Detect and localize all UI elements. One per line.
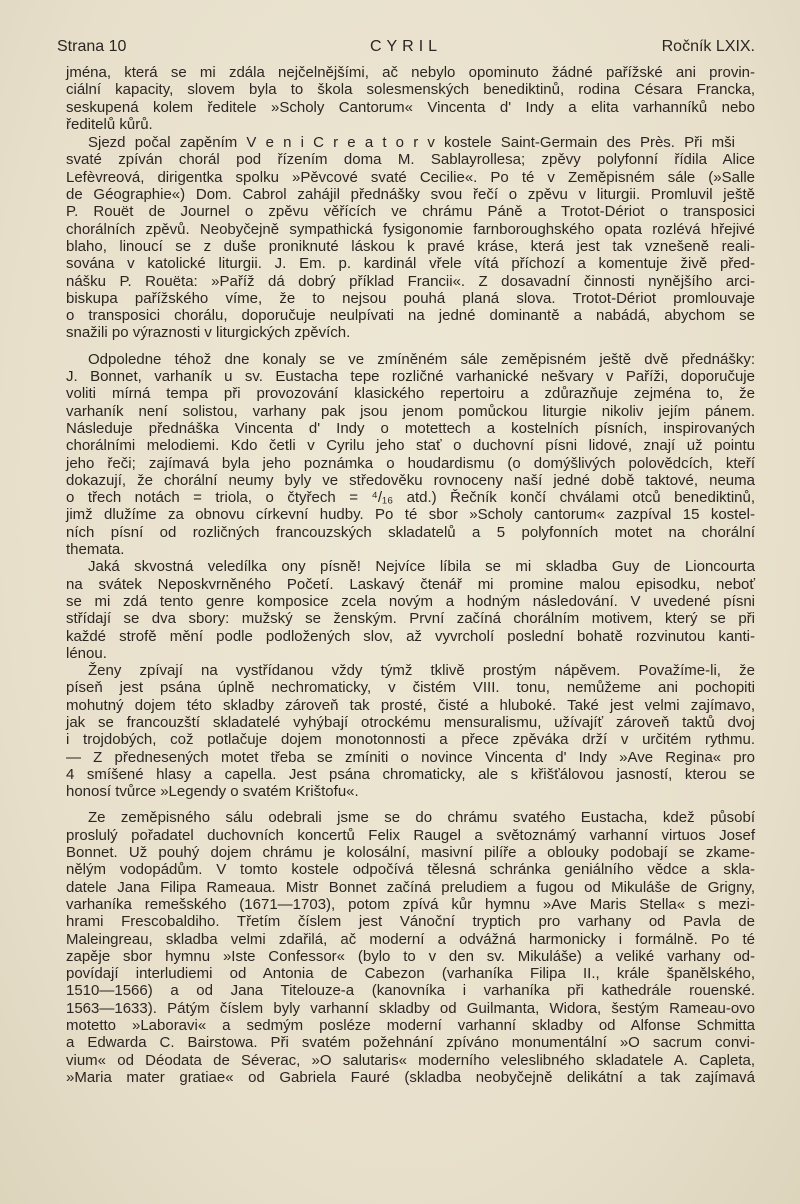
text-line-content: sována v katolické liturgii. J. Em. p. kardinál vřele vítá příchozí a komentuje živě před- bbox=[66, 255, 755, 273]
text-line bbox=[66, 221, 755, 238]
text-line bbox=[66, 982, 755, 999]
text-line-content: jména, která se mi zdála nejčelnějšími, ač nebylo opominuto žádné pařížské ani provin- bbox=[66, 64, 755, 81]
text-line bbox=[66, 731, 755, 748]
text-line-content: honosí tvůrce »Legendy o svatém Krištofu«. bbox=[66, 783, 359, 801]
text-line-content: chorálními melodiemi. Kdo četli v Cyrilu jeho stať o duchovní písni lidové, znají už pointu bbox=[66, 437, 755, 455]
text-line bbox=[66, 99, 755, 116]
paragraph bbox=[66, 134, 755, 342]
text-line bbox=[66, 116, 755, 133]
text-line bbox=[66, 186, 755, 203]
text-line bbox=[66, 1017, 755, 1034]
text-line bbox=[66, 879, 755, 896]
text-line bbox=[66, 238, 755, 255]
text-line bbox=[66, 1052, 755, 1069]
text-line bbox=[66, 896, 755, 913]
text-line-content: P. Rouët de Journel o zpěvu věřících ve chrámu Páně a Trotot-Dériot o transposici bbox=[66, 203, 755, 221]
text-line bbox=[66, 169, 755, 186]
text-line bbox=[66, 1034, 755, 1051]
text-line-content: vium« od Déodata de Séverac, »O salutaris« moderního veleslibného skladatele A. Capleta, bbox=[66, 1051, 755, 1069]
text-line bbox=[66, 541, 755, 558]
page-number: Strana 10 bbox=[57, 38, 127, 55]
text-line bbox=[66, 203, 755, 220]
text-line bbox=[66, 766, 755, 783]
text-line bbox=[66, 489, 755, 506]
text-line-content: proslulý pořadatel duchovních koncertů Felix Raugel a světoznámý varhanní virtuos Josef bbox=[66, 826, 755, 844]
text-line-content: 1563—1633). Pátým číslem byly varhanní skladby od Guilmanta, Widora, šestým Rameau-ovo bbox=[66, 999, 755, 1017]
text-line bbox=[66, 351, 755, 368]
text-line-content: ciální kapacity, slovem byla to škola solesmenských benediktinů, rodina Césara Francka, bbox=[66, 81, 755, 99]
text-line-content: jeho řeči; zajímavá byla jeho poznámka o houdardismu (o domýšlivých polovědcích, kteří bbox=[66, 454, 755, 472]
text-line-content: varhaník není solistou, varhany pak jsou jenom pomůckou liturgie nikoliv jejím pánem. bbox=[66, 402, 755, 420]
text-line bbox=[66, 368, 755, 385]
text-line bbox=[66, 576, 755, 593]
text-line-content: ních písní od rozličných francouzských skladatelů a 5 polyfonních motet na chorální bbox=[66, 523, 755, 541]
text-line bbox=[66, 645, 755, 662]
text-line-content: zapěje sbor hymnu »Iste Confessor« (bylo to v den sv. Mikuláše) a veliké varhany od- bbox=[66, 947, 755, 965]
text-line bbox=[66, 558, 755, 575]
text-line-content: — Z přednesených motet třeba se zmíniti o novince Vincenta d' Indy »Ave Regina« pro bbox=[66, 748, 755, 766]
paragraph bbox=[66, 809, 755, 1086]
journal-title: CYRIL bbox=[369, 38, 443, 55]
text-line-content: themata. bbox=[66, 541, 125, 559]
text-line-content: a Edwarda C. Bairstowa. Při svatém požehnání zpíváno monumentální »O sacrum convi- bbox=[66, 1034, 755, 1052]
text-line-content: o třech notách = triola, o čtyřech = ⁴/₁₆ atd.) Řečník končí chválami otců benediktinů, bbox=[66, 489, 755, 507]
text-line bbox=[66, 913, 755, 930]
text-line-content: Bonnet. Už pouhý dojem chrámu je kolosální, masivní pilíře a oblouky podobají se zkame- bbox=[66, 844, 755, 862]
text-line bbox=[66, 861, 755, 878]
text-line-content: datele Jana Filipa Rameaua. Mistr Bonnet začíná preludiem a fugou od Mikuláše de Grigny, bbox=[66, 878, 755, 896]
text-line-content: Lefèvreová, dirigentka spolku »Pěvcové svaté Cecilie«. Po té v Zeměpisném sále (»Salle bbox=[66, 168, 755, 186]
text-line bbox=[66, 610, 755, 627]
text-line-content: voliti mírná tempa při provozování klasického repertoiru a zdůrazňuje zejména to, že bbox=[66, 385, 755, 403]
text-line-content: každé strofě mění podle podložených slov, až vyvrcholí poslední bohatě rozvinutou kanti- bbox=[66, 627, 755, 645]
text-line bbox=[66, 783, 755, 800]
text-line-content: 1510—1566) a od Jana Titelouze-a (kanovníka i varhaníka při kathedrále rouenské. bbox=[66, 982, 755, 1000]
text-line-content: svaté zpíván chorál pod řízením doma M. Sablayrollesa; zpěvy polyfonní řídila Alice bbox=[66, 151, 755, 169]
text-line bbox=[66, 827, 755, 844]
text-line-content: střídají se dva sbory: mužský se ženským. První začíná chorálním motivem, který se při bbox=[66, 610, 755, 628]
text-line bbox=[66, 809, 755, 826]
page-header bbox=[57, 38, 755, 58]
text-line-content: i trojdobých, což potlačuje dojem monotonnosti a přece zpěváka drží v určitém rythmu. bbox=[66, 731, 755, 749]
text-line-content: Maleingreau, skladba velmi zdařilá, ač moderní a odvážná harmonicky i formálně. Po té bbox=[66, 930, 755, 948]
text-line bbox=[66, 931, 755, 948]
text-line-content: jimž dlužíme za obnovu církevní hudby. Po té sbor »Scholy cantorum« zazpíval 15 kostel- bbox=[66, 506, 755, 524]
text-line-content: jak se francouzští skladatelé vyhýbají otrockému mensuralismu, užívajíť zároveň taktů dvoj bbox=[66, 713, 755, 731]
paragraph bbox=[66, 662, 755, 800]
text-line-content: Jaká skvostná veledílka ony písně! Nejvíce líbila se mi skladba Guy de Lioncourta bbox=[88, 558, 755, 576]
text-line-content: nělým vodopádům. V tomto kostele odpočívá tělesná schránka geniálního vědce a skla- bbox=[66, 861, 755, 879]
text-line bbox=[66, 81, 755, 98]
text-line-content: dokazují, že chorální neumy byly ve středověku rovnoceny naší jedné době taktové, neuma bbox=[66, 471, 755, 489]
text-line bbox=[66, 273, 755, 290]
text-line-content: píseň jest psána úplně nechromaticky, v čistém VIII. tonu, nemůžeme ani pochopiti bbox=[66, 679, 755, 697]
text-line bbox=[66, 1000, 755, 1017]
text-line-content: Sjezd počal zapěním V e n i C r e a t o r v kostele Saint-Germain des Près. Při mši bbox=[88, 134, 735, 152]
text-line-content: J. Bonnet, varhaník u sv. Eustacha tepe rozličné varhanické nešvary v Paříži, doporučuje bbox=[66, 368, 755, 386]
text-line-content: hrami Frescobaldiho. Třetím číslem jest Vánoční tryptich pro varhany od Pavla de bbox=[66, 913, 755, 931]
text-line bbox=[66, 628, 755, 645]
text-line bbox=[66, 506, 755, 523]
paragraph bbox=[66, 558, 755, 662]
text-line bbox=[66, 134, 755, 151]
text-line bbox=[66, 472, 755, 489]
text-line-content: 4 smíšené hlasy a capella. Jest psána chromaticky, ale s křišťálovou jasností, kterou se bbox=[66, 765, 755, 783]
text-line-content: chorálních zpěvů. Neobyčejně sympathická fysigonomie farnboroughského opata rozlévá hřejivé bbox=[66, 220, 755, 238]
text-line bbox=[66, 403, 755, 420]
text-line bbox=[66, 324, 755, 341]
text-line bbox=[66, 749, 755, 766]
volume-label: Ročník LXIX. bbox=[661, 38, 755, 55]
text-line bbox=[66, 290, 755, 307]
text-line bbox=[66, 697, 755, 714]
text-line-content: o transposici chorálu, doporučuje neulpívati na jedné dominantě a nabádá, abychom se bbox=[66, 307, 755, 325]
text-line-content: motetto »Laboravi« a sedmým posléze moderní varhanní skladby od Alfonse Schmitta bbox=[66, 1017, 755, 1035]
text-line-content: biskupa pařížského víme, že to nejsou pouhá planá slova. Trotot-Dériot promlouvaje bbox=[66, 289, 755, 307]
text-line-content: ředitelů kůrů. bbox=[66, 115, 153, 133]
text-line bbox=[66, 64, 755, 81]
text-line bbox=[66, 679, 755, 696]
text-line-content: mohutný dojem této skladby zároveň tak prosté, čisté a hluboké. Také jest velmi zajímavo, bbox=[66, 696, 755, 714]
text-line-content: Ze zeměpisného sálu odebrali jsme se do chrámu svatého Eustacha, kdež působí bbox=[88, 809, 755, 827]
text-line bbox=[66, 255, 755, 272]
text-line bbox=[66, 420, 755, 437]
text-line bbox=[66, 455, 755, 472]
text-line bbox=[66, 151, 755, 168]
text-line bbox=[66, 437, 755, 454]
text-line-content: povídají interludiemi od Antonia de Cabezon (varhaníka Filipa II., krále španělského, bbox=[66, 965, 755, 983]
text-line bbox=[66, 948, 755, 965]
text-line-content: snažili po výraznosti v liturgických zpěvích. bbox=[66, 324, 351, 342]
text-line-content: seskupená kolem ředitele »Scholy Cantorum« Vincenta d' Indy a elita varhanníků nebo bbox=[66, 98, 755, 116]
text-line-content: Ženy zpívají na vystřídanou vždy týmž tklivě prostým nápěvem. Považíme-li, že bbox=[88, 662, 755, 680]
paragraph bbox=[66, 64, 755, 133]
text-line bbox=[66, 965, 755, 982]
article-body bbox=[66, 64, 755, 1086]
text-line bbox=[66, 307, 755, 324]
text-line bbox=[66, 593, 755, 610]
text-line-content: blaho, linoucí se z duše proniknuté láskou k pravé kráse, která jest tak vznešeně reali- bbox=[66, 237, 755, 255]
text-line bbox=[66, 714, 755, 731]
text-line bbox=[66, 662, 755, 679]
text-line bbox=[66, 844, 755, 861]
text-line-content: »Maria mater gratiae« od Gabriela Fauré (skladba neobyčejně delikátní a tak zajímavá bbox=[66, 1068, 755, 1086]
text-line-content: na svátek Neposkvrněného Početí. Laskavý čtenář mi promine malou episodku, neboť bbox=[66, 575, 755, 593]
text-line bbox=[66, 1069, 755, 1086]
text-line bbox=[66, 385, 755, 402]
paragraph bbox=[66, 351, 755, 559]
text-line-content: se mi zdá tento genre komposice zcela novým a hodným následování. V uvedené písni bbox=[66, 592, 755, 610]
text-line-content: varhaníka remešského (1671—1703), potom zpívá kůr hymnu »Ave Maris Stella« s mezi- bbox=[66, 895, 755, 913]
text-line-content: de Géographie«) Dom. Cabrol zahájil přednášky svou řečí o zpěvu v liturgii. Promluvil ještě bbox=[66, 186, 755, 204]
text-line-content: Odpoledne téhož dne konaly se ve zmíněném sále zeměpisném ještě dvě přednášky: bbox=[88, 350, 755, 368]
text-line-content: nášku P. Rouëta: »Paříž dá dobrý příklad Francii«. Z dosavadní činnosti nynějšího arci- bbox=[66, 272, 755, 290]
text-line-content: Následuje přednáška Vincenta d' Indy o motettech a kostelních písních, inspirovaných bbox=[66, 419, 755, 437]
text-line bbox=[66, 524, 755, 541]
text-line-content: lénou. bbox=[66, 644, 107, 662]
